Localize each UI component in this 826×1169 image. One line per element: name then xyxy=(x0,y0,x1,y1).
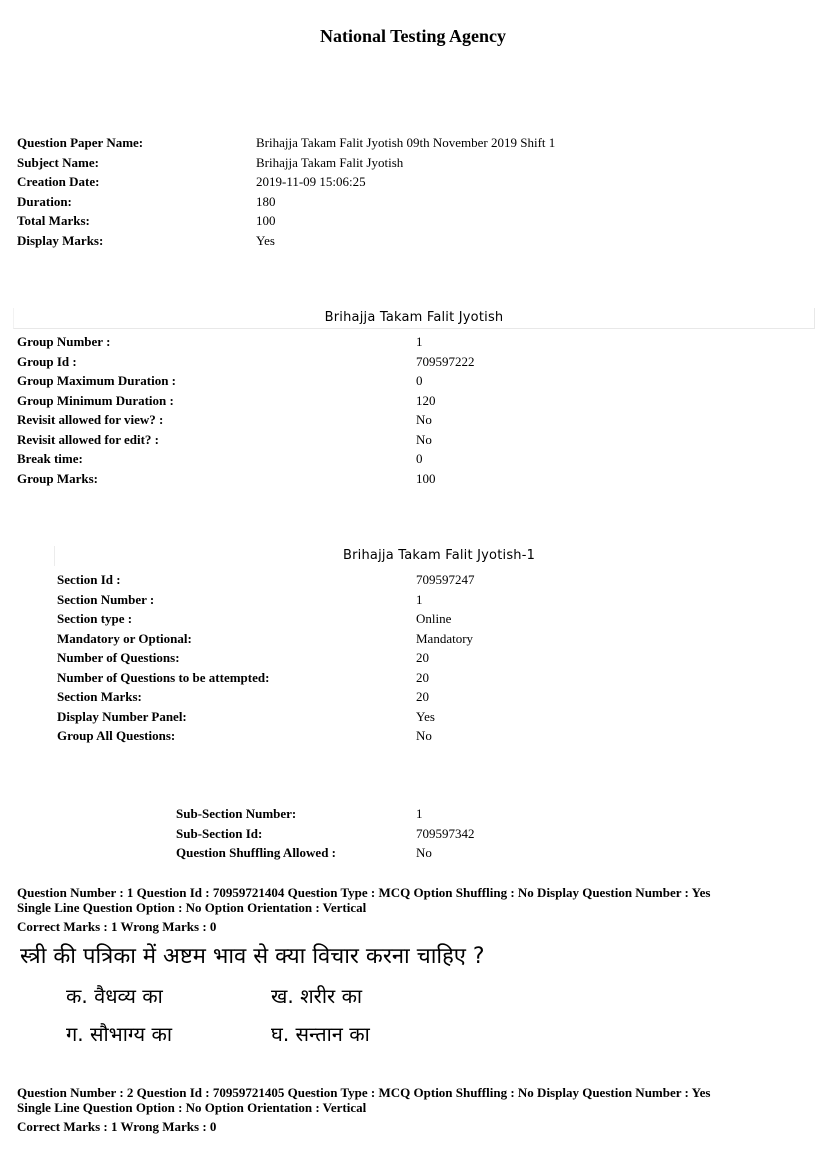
page-title: National Testing Agency xyxy=(319,26,507,46)
section-row xyxy=(57,590,475,610)
section-value: 20 xyxy=(416,689,429,704)
meta-row xyxy=(17,231,555,251)
section-value: 20 xyxy=(416,650,429,665)
subsection-value: No xyxy=(416,845,432,860)
section-label: Group All Questions: xyxy=(57,728,176,743)
group-table xyxy=(17,332,475,488)
section-value: No xyxy=(416,728,432,743)
meta-value: 180 xyxy=(256,193,276,209)
meta-label: Display Marks: xyxy=(17,232,104,248)
group-label: Group Maximum Duration : xyxy=(17,373,177,388)
group-row xyxy=(17,391,475,411)
question-1-option-c: ग. सौभाग्य का xyxy=(66,1022,173,1046)
section-label: Mandatory or Optional: xyxy=(57,630,192,646)
section-label: Section Id : xyxy=(57,572,121,587)
group-label: Revisit allowed for edit? : xyxy=(17,431,160,447)
question-marks-line: Correct Marks : 1 Wrong Marks : 0 xyxy=(17,919,217,934)
question-marks-line: Correct Marks : 1 Wrong Marks : 0 xyxy=(17,1119,217,1134)
subsection-row xyxy=(176,843,475,863)
meta-row xyxy=(17,153,555,173)
group-row xyxy=(17,449,475,469)
group-row xyxy=(17,410,475,430)
section-label: Number of Questions to be attempted: xyxy=(57,669,270,685)
group-value: No xyxy=(416,431,432,447)
group-value: 100 xyxy=(416,470,436,486)
section-row xyxy=(57,726,475,746)
section-value: Mandatory xyxy=(416,630,474,646)
question-meta-line: Question Number : 1 Question Id : 70959721404 Question Type : MCQ Option Shuffling : No Display Question Number : Yes xyxy=(17,885,711,900)
group-label: Group Marks: xyxy=(17,470,99,486)
section-label: Section Marks: xyxy=(57,689,142,704)
meta-value: 100 xyxy=(256,213,276,228)
subsection-label: Question Shuffling Allowed : xyxy=(176,845,337,860)
meta-row xyxy=(17,192,555,212)
question-1-text: स्त्री की पत्रिका में अष्टम भाव से क्या विचार करना चाहिए ? xyxy=(20,944,485,969)
group-row xyxy=(17,371,475,391)
section-row xyxy=(57,570,475,590)
subsection-value: 709597342 xyxy=(416,825,475,841)
group-row xyxy=(17,430,475,450)
section-banner: Brihajja Takam Falit Jyotish-1 xyxy=(54,546,826,566)
subsection-row xyxy=(176,824,475,844)
section-row xyxy=(57,648,475,668)
subsection-label: Sub-Section Id: xyxy=(176,825,263,841)
section-value: Online xyxy=(416,611,452,626)
subsection-row xyxy=(176,804,475,824)
section-row xyxy=(57,687,475,707)
section-label: Section Number : xyxy=(57,591,155,607)
section-value: 20 xyxy=(416,669,429,685)
section-row xyxy=(57,629,475,649)
group-label: Revisit allowed for view? : xyxy=(17,412,164,427)
question-1-option-b: ख. शरीर का xyxy=(271,984,363,1008)
group-row xyxy=(17,352,475,372)
group-value: 1 xyxy=(416,334,423,349)
section-value: Yes xyxy=(416,708,435,724)
group-label: Group Minimum Duration : xyxy=(17,392,174,408)
group-value: 120 xyxy=(416,392,436,408)
meta-row xyxy=(17,211,555,231)
question-2-meta xyxy=(17,1086,710,1135)
section-label: Display Number Panel: xyxy=(57,708,187,724)
question-1-option-a: क. वैधव्य का xyxy=(66,984,163,1008)
question-meta-line: Question Number : 2 Question Id : 70959721405 Question Type : MCQ Option Shuffling : No Display Question Number : Yes xyxy=(17,1085,711,1100)
meta-value: Brihajja Takam Falit Jyotish xyxy=(256,154,404,170)
meta-row xyxy=(17,133,555,153)
question-1-meta xyxy=(17,886,710,935)
meta-value: Brihajja Takam Falit Jyotish 09th November 2019 Shift 1 xyxy=(256,135,556,150)
section-label: Number of Questions: xyxy=(57,650,180,665)
meta-label: Duration: xyxy=(17,193,72,209)
meta-value: 2019-11-09 15:06:25 xyxy=(256,174,366,189)
group-value: 709597222 xyxy=(416,353,475,369)
paper-meta-table xyxy=(17,133,555,250)
group-value: 0 xyxy=(416,451,423,466)
meta-value: Yes xyxy=(256,232,275,248)
group-banner: Brihajja Takam Falit Jyotish xyxy=(13,308,815,329)
section-row xyxy=(57,707,475,727)
section-label: Section type : xyxy=(57,611,133,626)
meta-label: Question Paper Name: xyxy=(17,135,144,150)
subsection-table xyxy=(176,804,475,863)
meta-label: Total Marks: xyxy=(17,213,90,228)
question-meta-line: Single Line Question Option : No Option Orientation : Vertical xyxy=(17,899,367,915)
group-label: Group Id : xyxy=(17,353,77,369)
group-value: 0 xyxy=(416,373,423,388)
group-row xyxy=(17,332,475,352)
group-row xyxy=(17,469,475,489)
meta-label: Subject Name: xyxy=(17,154,99,170)
meta-row xyxy=(17,172,555,192)
section-value: 709597247 xyxy=(416,572,475,587)
section-row xyxy=(57,609,475,629)
subsection-label: Sub-Section Number: xyxy=(176,806,297,821)
section-value: 1 xyxy=(416,591,423,607)
section-row xyxy=(57,668,475,688)
group-value: No xyxy=(416,412,432,427)
meta-label: Creation Date: xyxy=(17,174,100,189)
section-table xyxy=(57,570,475,746)
question-1-option-d: घ. सन्तान का xyxy=(271,1022,370,1046)
subsection-value: 1 xyxy=(416,806,423,821)
group-label: Break time: xyxy=(17,451,83,466)
group-label: Group Number : xyxy=(17,334,111,349)
question-meta-line: Single Line Question Option : No Option Orientation : Vertical xyxy=(17,1099,367,1115)
